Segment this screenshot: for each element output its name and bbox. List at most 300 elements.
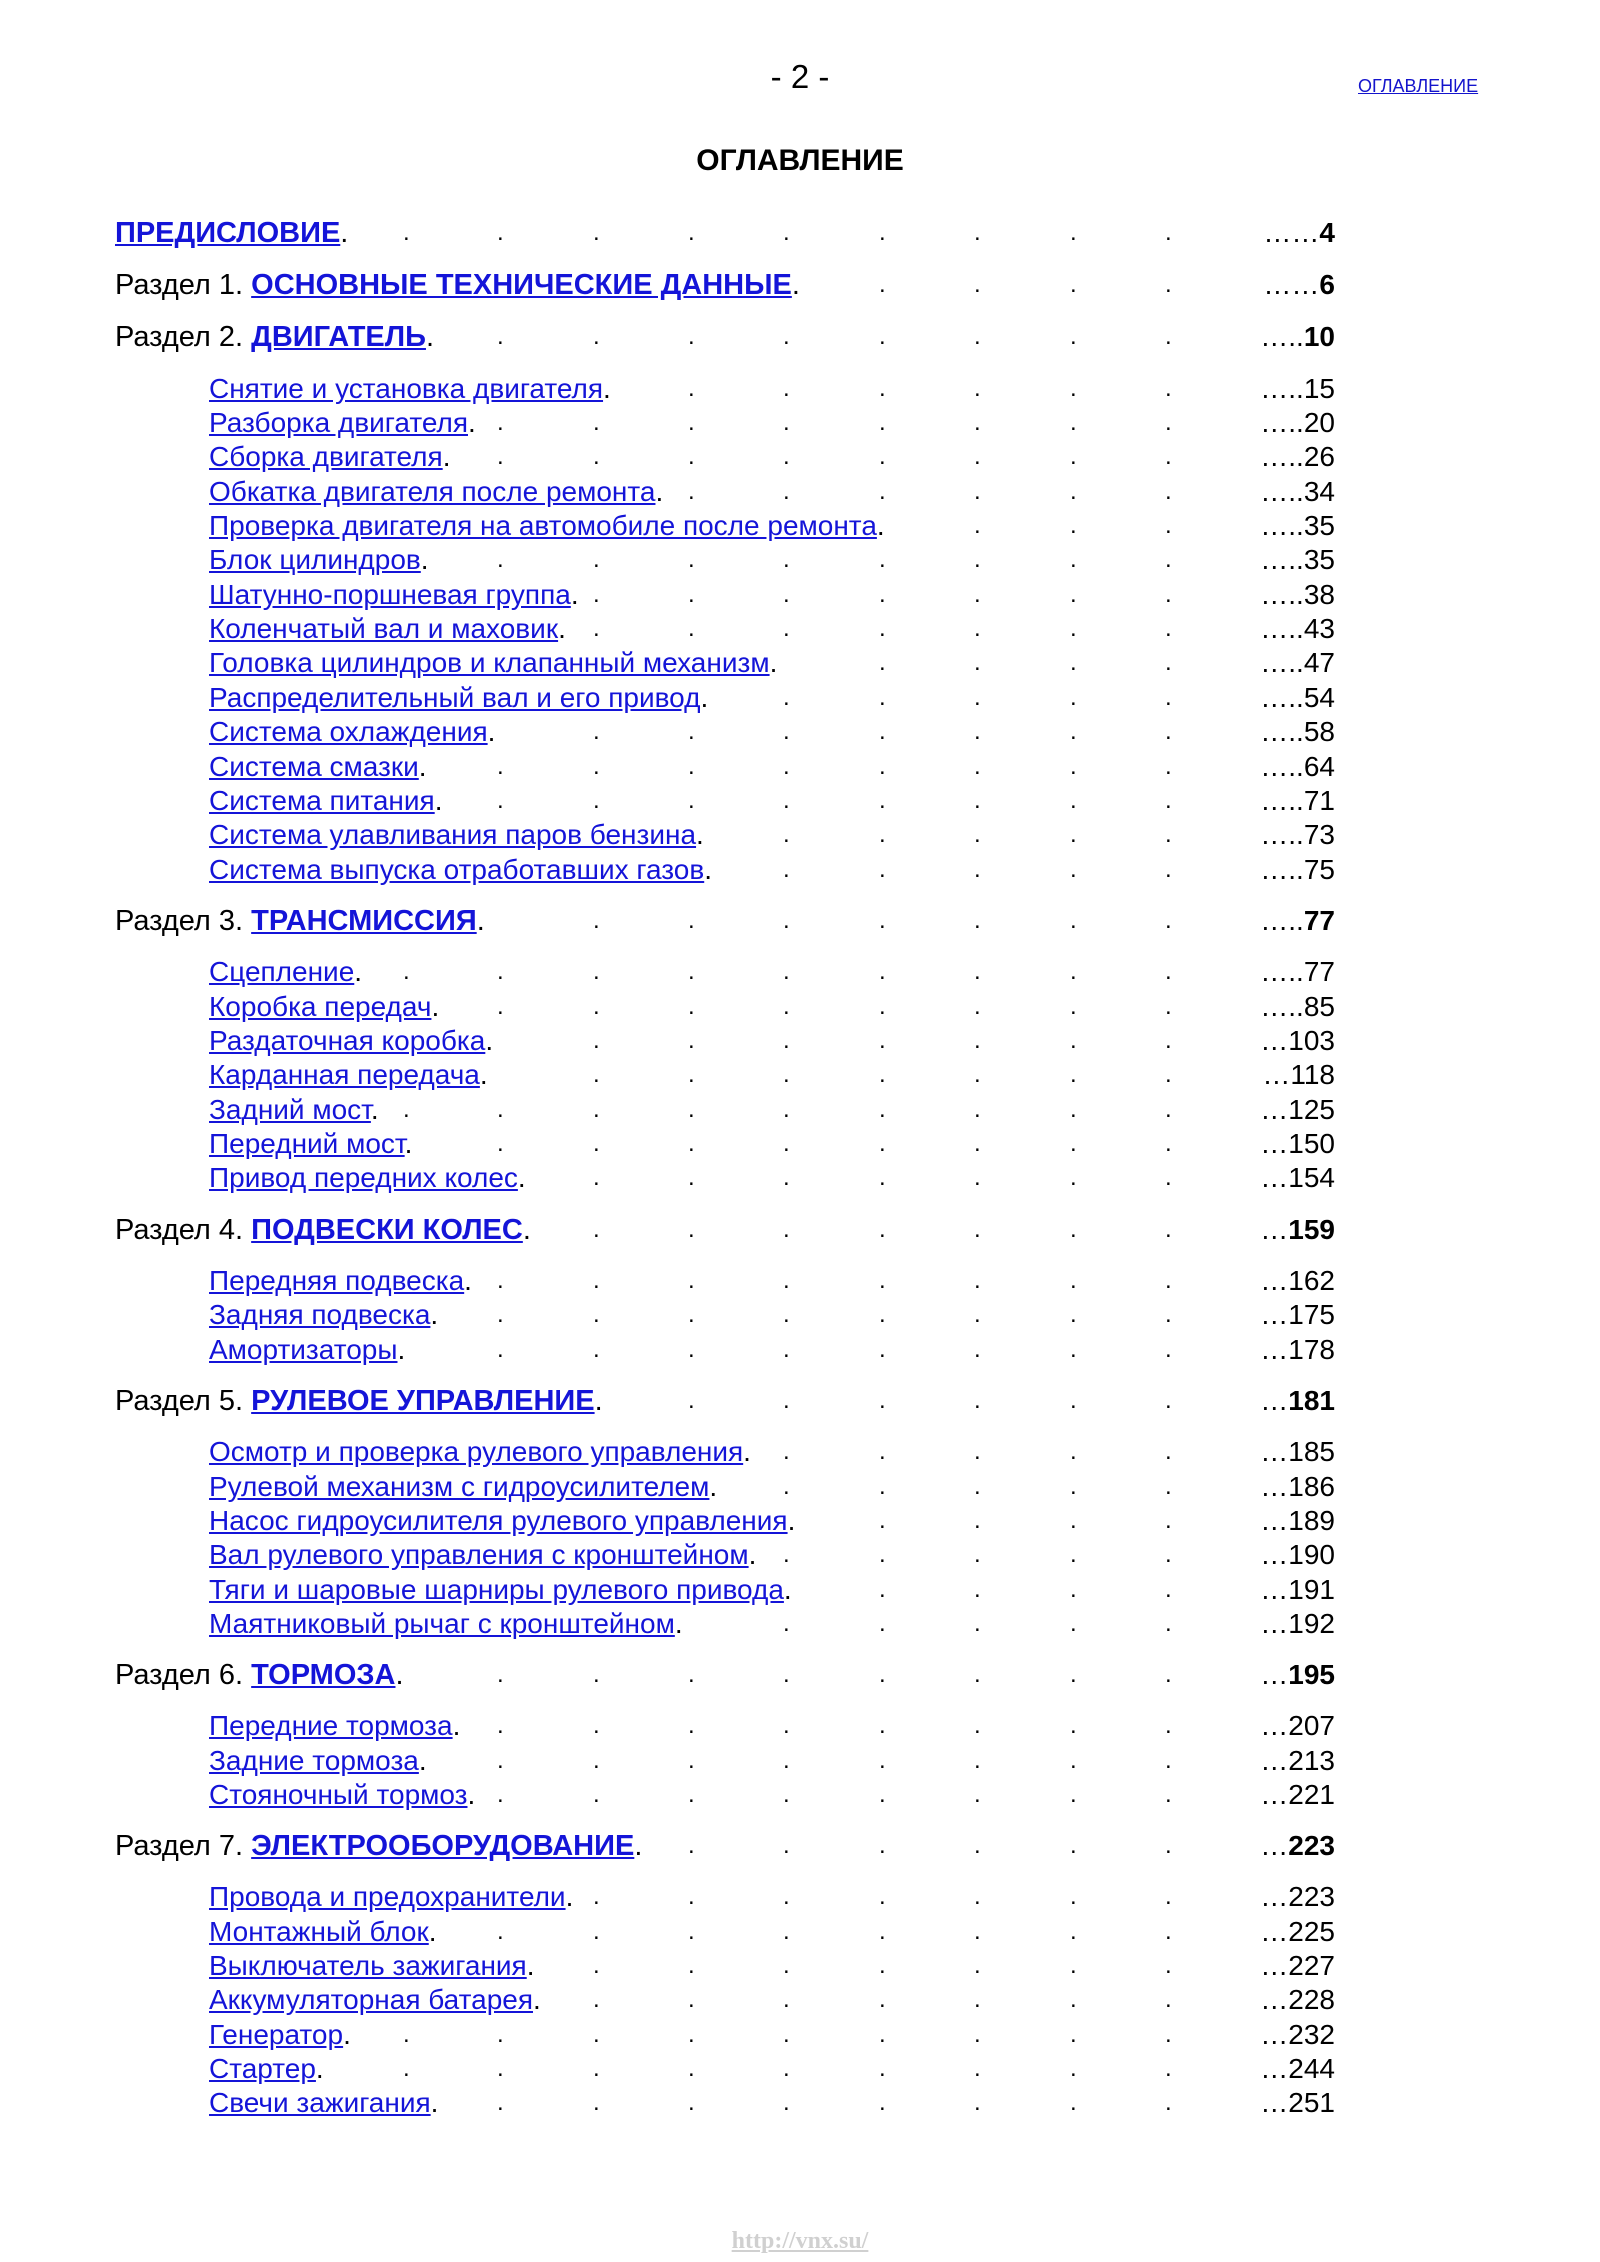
page-number-value: 223 (1288, 1881, 1335, 1912)
leader-dot: . (783, 1164, 790, 1191)
leader-dot: . (974, 958, 981, 985)
leader-dot: . (1070, 1096, 1077, 1123)
leader-dot: . (1070, 1541, 1077, 1568)
leader-dot: . (1165, 409, 1172, 436)
leader-dot: . (593, 1883, 600, 1910)
trailing-dot: . (434, 785, 443, 816)
leader-dot: . (879, 1952, 886, 1979)
footer-url[interactable]: http://vnx.su/ (731, 2228, 869, 2254)
toc-link[interactable]: Головка цилиндров и клапанный механизм (209, 647, 770, 678)
leader-dot: . (593, 219, 600, 246)
toc-entry-label (209, 1470, 717, 1504)
leader-dot: . (879, 1986, 886, 2013)
toc-subsection-row (0, 750, 1600, 784)
toc-link[interactable]: Передний мост (209, 1128, 405, 1159)
toc-link[interactable]: Система питания (209, 785, 435, 816)
toc-section-row (0, 1213, 1600, 1247)
toc-link[interactable]: ПОДВЕСКИ КОЛЕС (251, 1214, 523, 1246)
toc-entry-label (209, 1538, 756, 1572)
trailing-dot: . (442, 441, 451, 472)
toc-link[interactable]: Насос гидроусилителя рулевого управления (209, 1505, 788, 1536)
trailing-dot: . (428, 1916, 437, 1947)
leader-dot: . (1070, 856, 1077, 883)
leader-dot: . (688, 615, 695, 642)
page-dots: ….. (1260, 407, 1304, 438)
leader-dot: . (879, 1541, 886, 1568)
toc-link[interactable]: Провода и предохранители (209, 1881, 566, 1912)
trailing-dot: . (418, 1745, 427, 1776)
leader-dot: . (1165, 1747, 1172, 1774)
leader-dot: . (497, 443, 504, 470)
leader-dot: . (974, 409, 981, 436)
toc-link[interactable]: Шатунно-поршневая группа (209, 579, 571, 610)
trailing-dot: . (565, 1881, 574, 1912)
toc-link[interactable]: РУЛЕВОЕ УПРАВЛЕНИЕ (251, 1385, 595, 1417)
leader-dot: . (1165, 478, 1172, 505)
leader-dot: . (1070, 1438, 1077, 1465)
trailing-dot: . (603, 373, 611, 404)
leader-dot: . (974, 2055, 981, 2082)
leader-dot: . (974, 1216, 981, 1243)
leader-dot: . (783, 1781, 790, 1808)
toc-page-number (1263, 216, 1335, 250)
leader-dot: . (593, 2055, 600, 2082)
toc-link[interactable]: Обкатка двигателя после ремонта (209, 476, 656, 507)
leader-dot: . (688, 546, 695, 573)
trailing-dot: . (769, 647, 778, 678)
page-number-value: 154 (1288, 1162, 1335, 1193)
trailing-dot: . (420, 544, 429, 575)
leader-dot: . (783, 323, 790, 350)
page-dots: ….. (1260, 991, 1304, 1022)
leader-dot: . (974, 512, 981, 539)
page-dots: … (1260, 1916, 1289, 1947)
toc-page-number (1260, 1880, 1335, 1914)
page-title: ОГЛАВЛЕНИЕ (696, 144, 904, 177)
page-number-value: 71 (1303, 785, 1335, 816)
leader-dot: . (879, 1918, 886, 1945)
page-dots: … (1260, 1436, 1289, 1467)
toc-link[interactable]: Сцепление (209, 956, 355, 987)
leader-dot: . (879, 1661, 886, 1688)
toc-link[interactable]: Карданная передача (209, 1059, 480, 1090)
toc-page-number (1260, 1127, 1335, 1161)
leader-dot: . (593, 1301, 600, 1328)
leader-dot: . (1070, 271, 1077, 298)
page-dots: … (1260, 1214, 1289, 1245)
leader-dot: . (593, 958, 600, 985)
toc-link[interactable]: Разборка двигателя (209, 407, 468, 438)
toc-entry-label (209, 2052, 324, 2086)
leader-dot: . (1165, 219, 1172, 246)
toc-subsection-row (0, 1264, 1600, 1298)
section-prefix: Раздел 3. (115, 905, 252, 937)
leader-dot: . (879, 443, 886, 470)
page-dots: … (1260, 1265, 1289, 1296)
leader-dot: . (403, 2021, 410, 2048)
toc-subsection-row (0, 2086, 1600, 2120)
leader-dot: . (1165, 1387, 1172, 1414)
leader-dot: . (688, 753, 695, 780)
page-number-value: 159 (1288, 1214, 1335, 1245)
leader-dot: . (593, 546, 600, 573)
toc-link[interactable]: Проверка двигателя на автомобиле после ремонта (209, 510, 877, 541)
toc-link[interactable]: Привод передних колес (209, 1162, 518, 1193)
page-number-value: 77 (1303, 956, 1335, 987)
toc-link[interactable]: Коробка передач (209, 991, 432, 1022)
leader-dot: . (593, 1986, 600, 2013)
toc-page-number (1260, 612, 1335, 646)
leader-dot: . (974, 1986, 981, 2013)
toc-link[interactable]: Вал рулевого управления с кронштейном (209, 1539, 749, 1570)
toc-page-number (1260, 543, 1335, 577)
page-number-value: 185 (1288, 1436, 1335, 1467)
leader-dot: . (974, 2021, 981, 2048)
leader-dot: . (879, 1336, 886, 1363)
leader-dot: . (1070, 323, 1077, 350)
leader-dot: . (1165, 684, 1172, 711)
toc-page-number (1260, 406, 1335, 440)
leader-dot: . (783, 219, 790, 246)
section-prefix: Раздел 2. (115, 321, 252, 353)
leader-dot: . (593, 409, 600, 436)
toc-entry-label (209, 1744, 427, 1778)
page-dots: ….. (1260, 476, 1304, 507)
page-number-value: 223 (1288, 1830, 1335, 1861)
toc-subsection-row (0, 1744, 1600, 1778)
leader-dot: . (879, 219, 886, 246)
toc-entry-label (209, 1093, 379, 1127)
toc-link[interactable]: ПРЕДИСЛОВИЕ (115, 217, 341, 249)
leader-dot: . (879, 1576, 886, 1603)
leader-dot: . (783, 821, 790, 848)
toc-link[interactable]: Стояночный тормоз (209, 1779, 468, 1810)
leader-dot: . (1165, 1216, 1172, 1243)
page-number-value: 4 (1319, 217, 1335, 248)
leader-dot: . (783, 1336, 790, 1363)
section-prefix: Раздел 5. (115, 1385, 252, 1417)
leader-dot: . (1165, 993, 1172, 1020)
leader-dot: . (974, 1130, 981, 1157)
leader-dot: . (974, 1952, 981, 1979)
page-dots: ….. (1260, 682, 1304, 713)
leader-dot: . (1070, 1610, 1077, 1637)
page-number-value: 228 (1288, 1984, 1335, 2015)
toc-link[interactable]: ТРАНСМИССИЯ (251, 905, 477, 937)
leader-dot: . (974, 1747, 981, 1774)
leader-dot: . (879, 1712, 886, 1739)
toc-entry-label (209, 612, 566, 646)
leader-dot: . (497, 1661, 504, 1688)
leader-dot: . (879, 907, 886, 934)
toc-page-number (1260, 1024, 1335, 1058)
page-dots: … (1260, 1162, 1289, 1193)
leader-dot: . (688, 1027, 695, 1054)
toc-page-number (1260, 990, 1335, 1024)
page-dots: … (1260, 1334, 1289, 1365)
toc-link[interactable]: Амортизаторы (209, 1334, 398, 1365)
leader-dot: . (783, 581, 790, 608)
trailing-dot: . (526, 1950, 535, 1981)
leader-dot: . (497, 1301, 504, 1328)
leader-dot: . (497, 1918, 504, 1945)
toc-link[interactable]: Снятие и установка двигателя (209, 373, 604, 404)
leader-dot: . (879, 478, 886, 505)
leader-dot: . (783, 546, 790, 573)
leader-dot: . (1165, 1952, 1172, 1979)
page-dots: … (1260, 1779, 1289, 1810)
leader-dot: . (974, 856, 981, 883)
leader-dot: . (879, 1130, 886, 1157)
trailing-dot: . (787, 1505, 796, 1536)
toc-section-row (0, 1658, 1600, 1692)
leader-dot: . (974, 907, 981, 934)
toc-link[interactable]: ОСНОВНЫЕ ТЕХНИЧЕСКИЕ ДАННЫЕ (251, 269, 792, 301)
leader-dot: . (1165, 1576, 1172, 1603)
toc-subsection-row (0, 1333, 1600, 1367)
toc-page-number (1260, 818, 1335, 852)
page-dots: … (1260, 2053, 1289, 2084)
toc-link[interactable]: ДВИГАТЕЛЬ (251, 321, 426, 353)
page-dots: ….. (1260, 579, 1304, 610)
trailing-dot: . (748, 1539, 757, 1570)
toc-subsection-row (0, 1470, 1600, 1504)
leader-dot: . (879, 856, 886, 883)
toc-entry-label (115, 320, 434, 354)
leader-dot: . (688, 1918, 695, 1945)
leader-dot: . (688, 2089, 695, 2116)
trailing-dot: . (476, 905, 485, 937)
leader-dot: . (688, 1781, 695, 1808)
leader-dot: . (783, 1096, 790, 1123)
leader-dot: . (974, 649, 981, 676)
toc-link[interactable]: ЭЛЕКТРООБОРУДОВАНИЕ (251, 1830, 635, 1862)
leader-dot: . (783, 478, 790, 505)
page-number-value: 75 (1303, 854, 1335, 885)
toc-link[interactable]: Сборка двигателя (209, 441, 443, 472)
toc-page-number (1260, 320, 1335, 354)
page-dots: ….. (1260, 716, 1304, 747)
toc-subsection-row (0, 509, 1600, 543)
toc-link[interactable]: Генератор (209, 2019, 344, 2050)
toc-link[interactable]: Осмотр и проверка рулевого управления (209, 1436, 744, 1467)
leader-dot: . (1165, 271, 1172, 298)
leader-dot: . (1070, 409, 1077, 436)
leader-dot: . (688, 1336, 695, 1363)
leader-dot: . (974, 821, 981, 848)
leader-dot: . (1070, 649, 1077, 676)
leader-dot: . (1165, 2055, 1172, 2082)
leader-dot: . (497, 1781, 504, 1808)
leader-dot: . (688, 1747, 695, 1774)
toc-subsection-row (0, 1709, 1600, 1743)
toc-subsection-row (0, 1949, 1600, 1983)
page-number-value: 191 (1288, 1574, 1335, 1605)
trailing-dot: . (517, 1162, 526, 1193)
toc-section-row (0, 1829, 1600, 1863)
toc-link[interactable]: Монтажный блок (209, 1916, 429, 1947)
page-number-value: 34 (1303, 476, 1335, 507)
toc-subsection-row (0, 1915, 1600, 1949)
leader-dot: . (1165, 649, 1172, 676)
leader-dot: . (1165, 753, 1172, 780)
page-dots: … (1260, 1659, 1289, 1690)
toc-page-number (1260, 1333, 1335, 1367)
leader-dot: . (1165, 1130, 1172, 1157)
toc-page-number (1260, 1470, 1335, 1504)
toc-page-number (1260, 1915, 1335, 1949)
leader-dot: . (593, 1027, 600, 1054)
toc-subsection-row (0, 955, 1600, 989)
leader-dot: . (1070, 787, 1077, 814)
leader-dot: . (879, 2055, 886, 2082)
page-dots: … (1260, 1608, 1289, 1639)
toc-link[interactable]: Аккумуляторная батарея (209, 1984, 533, 2015)
toc-entry-label (209, 853, 712, 887)
toc-page-number (1260, 1709, 1335, 1743)
leader-dot: . (593, 993, 600, 1020)
leader-dot: . (1070, 375, 1077, 402)
leader-dot: . (974, 1576, 981, 1603)
toc-section-row (0, 904, 1600, 938)
leader-dot: . (974, 1541, 981, 1568)
leader-dot: . (497, 1747, 504, 1774)
toc-link[interactable]: Система улавливания паров бензина (209, 819, 697, 850)
leader-dot: . (1165, 907, 1172, 934)
toc-link[interactable]: Распределительный вал и его привод (209, 682, 701, 713)
toc-page-number (1260, 1983, 1335, 2017)
toc-link[interactable]: ТОРМОЗА (251, 1659, 396, 1691)
leader-dot: . (688, 1832, 695, 1859)
leader-dot: . (879, 649, 886, 676)
leader-dot: . (1070, 718, 1077, 745)
toc-entry-label (209, 1024, 493, 1058)
page-number-value: 125 (1288, 1094, 1335, 1125)
toc-entry-label (209, 1778, 475, 1812)
toc-top-link[interactable]: ОГЛАВЛЕНИЕ (1358, 76, 1479, 96)
toc-link[interactable]: Задний мост (209, 1094, 371, 1125)
toc-entry-label (209, 509, 885, 543)
page-number-value: 150 (1288, 1128, 1335, 1159)
toc-link[interactable]: Система охлаждения (209, 716, 488, 747)
toc-link[interactable]: Тяги и шаровые шарниры рулевого привода (209, 1574, 784, 1605)
leader-dot: . (497, 219, 504, 246)
page-number-value: 162 (1288, 1265, 1335, 1296)
toc-link[interactable]: Маятниковый рычаг с кронштейном (209, 1608, 675, 1639)
trailing-dot: . (487, 716, 496, 747)
toc-link[interactable]: Выключатель зажигания (209, 1950, 527, 1981)
toc-link[interactable]: Раздаточная коробка (209, 1025, 486, 1056)
toc-link[interactable]: Передняя подвеска (209, 1265, 465, 1296)
page-number-value: 195 (1288, 1659, 1335, 1690)
leader-dot: . (1070, 1387, 1077, 1414)
trailing-dot: . (431, 991, 440, 1022)
toc-subsection-row (0, 1607, 1600, 1641)
leader-dot: . (593, 1061, 600, 1088)
leader-dot: . (688, 958, 695, 985)
trailing-dot: . (315, 2053, 324, 2084)
toc-link[interactable]: Свечи зажигания (209, 2087, 431, 2118)
leader-dot: . (688, 993, 695, 1020)
toc-subsection-row (0, 784, 1600, 818)
leader-dot: . (497, 1096, 504, 1123)
leader-dot: . (688, 375, 695, 402)
leader-dot: . (1070, 1336, 1077, 1363)
toc-link[interactable]: Задняя подвеска (209, 1299, 431, 1330)
toc-page-number (1260, 440, 1335, 474)
page-number-value: 85 (1303, 991, 1335, 1022)
leader-dot: . (593, 1661, 600, 1688)
toc-link[interactable]: Коленчатый вал и маховик (209, 613, 559, 644)
toc-link[interactable]: Передние тормоза (209, 1710, 453, 1741)
toc-entry-label (209, 681, 708, 715)
leader-dot: . (783, 1267, 790, 1294)
leader-dot: . (783, 1832, 790, 1859)
trailing-dot: . (452, 1710, 461, 1741)
toc-page-number (1260, 1161, 1335, 1195)
leader-dot: . (783, 993, 790, 1020)
page-dots: ….. (1260, 613, 1304, 644)
trailing-dot: . (709, 1471, 718, 1502)
toc-link[interactable]: Блок цилиндров (209, 544, 421, 575)
leader-dot: . (497, 1130, 504, 1157)
toc-link[interactable]: Рулевой механизм с гидроусилителем (209, 1471, 710, 1502)
toc-link[interactable]: Стартер (209, 2053, 316, 2084)
toc-subsection-row (0, 2052, 1600, 2086)
toc-link[interactable]: Система выпуска отработавших газов (209, 854, 705, 885)
toc-entry-label (209, 750, 427, 784)
toc-page-number (1260, 578, 1335, 612)
leader-dot: . (879, 1438, 886, 1465)
leader-dot: . (974, 1096, 981, 1123)
page-dots: … (1260, 1505, 1289, 1536)
leader-dot: . (879, 1507, 886, 1534)
page-number-value: 54 (1303, 682, 1335, 713)
trailing-dot: . (743, 1436, 751, 1467)
toc-subsection-row (0, 475, 1600, 509)
leader-dot: . (974, 1061, 981, 1088)
toc-entry-label (209, 1127, 412, 1161)
toc-page-number (1260, 2018, 1335, 2052)
leader-dot: . (974, 219, 981, 246)
leader-dot: . (879, 821, 886, 848)
page-number-value: 47 (1303, 647, 1335, 678)
leader-dot: . (593, 323, 600, 350)
leader-dot: . (1070, 443, 1077, 470)
leader-dot: . (1070, 1986, 1077, 2013)
leader-dot: . (1070, 1216, 1077, 1243)
toc-page-number (1260, 715, 1335, 749)
trailing-dot: . (370, 1094, 379, 1125)
leader-dot: . (974, 581, 981, 608)
toc-link[interactable]: Задние тормоза (209, 1745, 419, 1776)
page-number-value: 178 (1288, 1334, 1335, 1365)
leader-dot: . (879, 409, 886, 436)
toc-link[interactable]: Система смазки (209, 751, 419, 782)
toc-subsection-row (0, 578, 1600, 612)
toc-subsection-row (0, 1127, 1600, 1161)
leader-dot: . (974, 787, 981, 814)
toc-page-number (1263, 268, 1335, 302)
toc-subsection-row (0, 1504, 1600, 1538)
trailing-dot: . (404, 1128, 413, 1159)
leader-dot: . (593, 1918, 600, 1945)
toc-entry-label (209, 475, 663, 509)
page-dots: … (1260, 1299, 1289, 1330)
leader-dot: . (1165, 615, 1172, 642)
toc-page-number (1260, 853, 1335, 887)
leader-dot: . (688, 409, 695, 436)
